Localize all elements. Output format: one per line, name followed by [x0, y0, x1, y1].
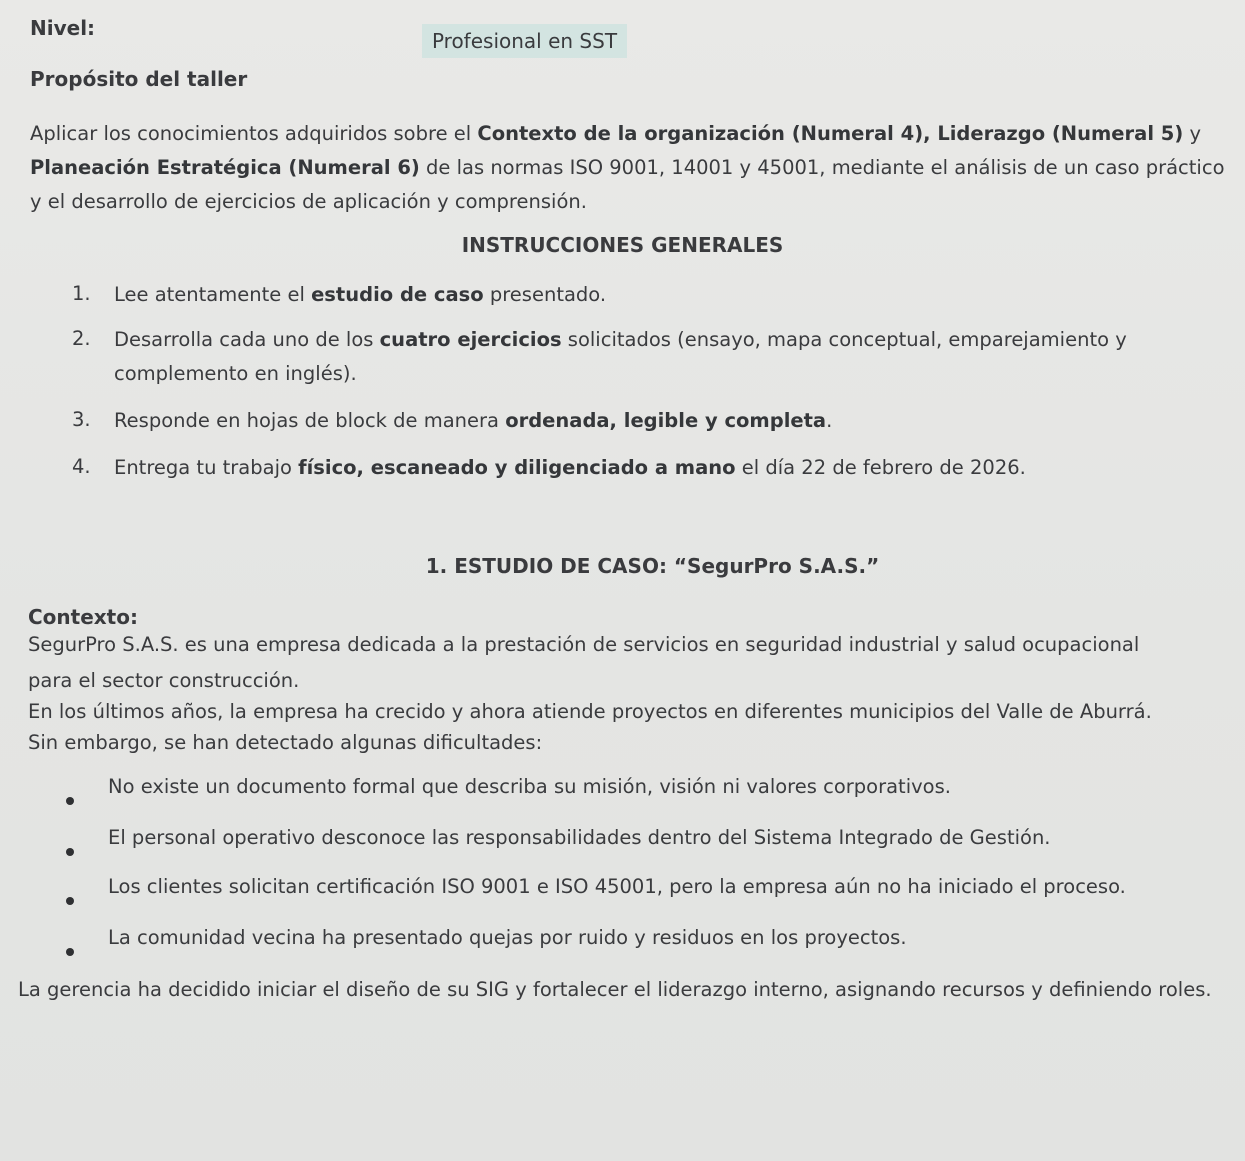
- bullet-dot-icon: [66, 797, 74, 805]
- instruction-text: Responde en hojas de block de manera: [114, 409, 506, 432]
- nivel-value: Profesional en SST: [422, 24, 627, 58]
- instruction-item: [114, 278, 1214, 312]
- purpose-text-3: de las normas ISO 9001, 14001 y 45001, mediante el análisis de un caso práctico y el desarrollo de ejercicios de aplicación y comprensión.: [30, 156, 1225, 213]
- purpose-paragraph: [30, 117, 1230, 219]
- purpose-title: Propósito del taller: [30, 67, 248, 91]
- difficulty-item: No existe un documento formal que describa su misión, visión ni valores corporativos.: [108, 775, 951, 798]
- closing-paragraph: La gerencia ha decidido iniciar el diseño de su SIG y fortalecer el liderazgo interno, asignando recursos y definiendo roles.: [18, 978, 1212, 1001]
- instruction-item: [114, 451, 1214, 485]
- context-line: para el sector construcción.: [28, 669, 300, 692]
- bullet-dot-icon: [66, 897, 74, 905]
- context-line: En los últimos años, la empresa ha crecido y ahora atiende proyectos en diferentes municipios del Valle de Aburrá.: [28, 700, 1152, 723]
- instruction-text: Entrega tu trabajo: [114, 456, 299, 479]
- instruction-text: presentado.: [483, 283, 607, 306]
- instruction-text: Desarrolla cada uno de los: [114, 328, 380, 351]
- purpose-text-1: Aplicar los conocimientos adquiridos sobre el: [30, 122, 478, 145]
- bullet-dot-icon: [66, 948, 74, 956]
- instruction-text: Lee atentamente el: [114, 283, 312, 306]
- instruction-item: [114, 404, 1214, 438]
- case-study-title: 1. ESTUDIO DE CASO: “SegurPro S.A.S.”: [425, 554, 880, 578]
- instruction-item: [114, 323, 1214, 391]
- purpose-text-2: y: [1183, 122, 1202, 145]
- instruction-bold: cuatro ejercicios: [379, 328, 562, 351]
- bullet-dot-icon: [66, 848, 74, 856]
- instruction-text: .: [826, 409, 833, 432]
- purpose-bold-2: Planeación Estratégica (Numeral 6): [30, 156, 420, 179]
- instruction-number: 1.: [72, 282, 91, 305]
- nivel-label: Nivel:: [30, 16, 96, 40]
- instruction-text: solicitados (ensayo, mapa conceptual, emparejamiento y complemento en inglés).: [114, 328, 1127, 385]
- instruction-bold: estudio de caso: [311, 283, 484, 306]
- context-title: Contexto:: [28, 605, 138, 629]
- context-line: Sin embargo, se han detectado algunas dificultades:: [28, 731, 543, 754]
- context-line: SegurPro S.A.S. es una empresa dedicada a la prestación de servicios en seguridad industrial y salud ocupacional: [28, 633, 1140, 656]
- instruction-number: 4.: [72, 455, 91, 478]
- difficulty-item: La comunidad vecina ha presentado quejas por ruido y residuos en los proyectos.: [108, 926, 907, 949]
- difficulty-item: Los clientes solicitan certificación ISO 9001 e ISO 45001, pero la empresa aún no ha iniciado el proceso.: [108, 875, 1126, 898]
- difficulty-item: El personal operativo desconoce las responsabilidades dentro del Sistema Integrado de Gestión.: [108, 826, 1051, 849]
- instructions-title: INSTRUCCIONES GENERALES: [461, 233, 784, 257]
- instruction-number: 3.: [72, 408, 91, 431]
- instruction-bold: físico, escaneado y diligenciado a mano: [298, 456, 736, 479]
- instruction-bold: ordenada, legible y completa: [505, 409, 827, 432]
- purpose-bold-1: Contexto de la organización (Numeral 4), Liderazgo (Numeral 5): [477, 122, 1184, 145]
- instruction-text: el día 22 de febrero de 2026.: [735, 456, 1026, 479]
- instruction-number: 2.: [72, 327, 91, 350]
